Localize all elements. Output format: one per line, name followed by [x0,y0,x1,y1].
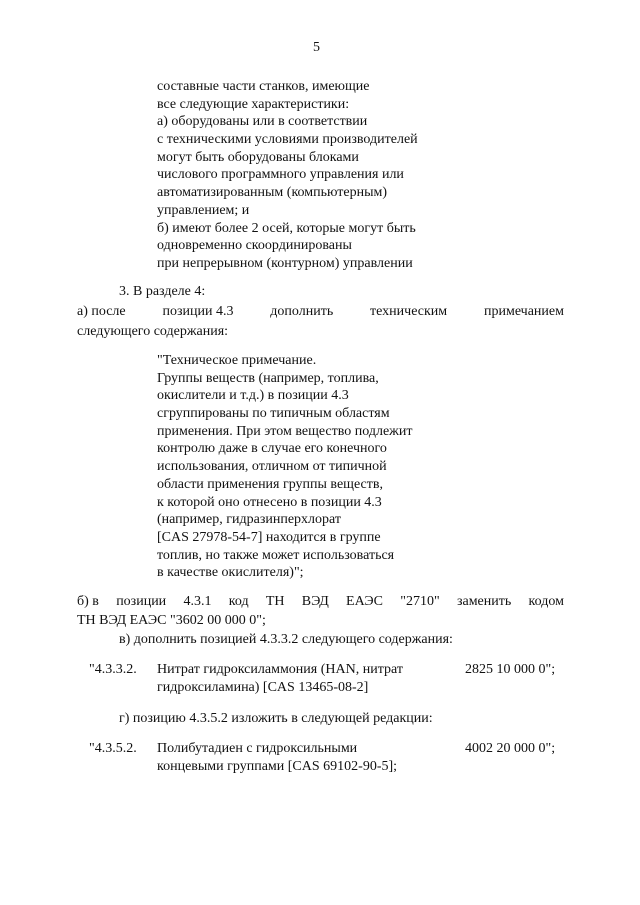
entry-description-line: концевыми группами [CAS 69102-90-5]; [157,758,398,774]
top-block-line: с техническими условиями производителей [157,132,418,148]
top-block-line: при непрерывном (контурном) управлении [157,255,413,271]
entry-description [157,661,403,696]
item-b-line-2: ТН ВЭД ЕАЭС "3602 00 000 0"; [77,613,266,628]
item-a-word: позиции 4.3 [162,304,234,319]
entry-code: "4.3.5.2. [89,741,137,756]
top-block-line: все следующие характеристики: [157,96,350,112]
entry-tn-ved-code: 2825 10 000 0"; [465,662,556,677]
item-a-line-2: следующего содержания: [77,324,229,339]
technical-note-line: "Техническое примечание. [157,353,317,368]
item-b-word: заменить [456,594,512,609]
top-block [157,78,418,273]
item-a-word: примечанием [483,304,564,319]
technical-note-line: в качестве окислителя)"; [157,565,304,581]
top-block-line: составные части станков, имеющие [157,79,370,94]
technical-note-line: (например, гидразинперхлорат [157,512,341,528]
item-v: в) дополнить позицией 4.3.3.2 следующего содержания: [119,632,453,647]
item-b-word: б) в [77,594,99,609]
technical-note-line: топлив, но также может использоваться [157,547,395,563]
technical-note-line: использования, отличном от типичной [157,459,387,475]
technical-note-line: применения. При этом вещество подлежит [157,423,413,439]
entry-description [157,740,397,775]
technical-note-line: контролю даже в случае его конечного [157,441,387,457]
item-b-word: ЕАЭС [346,594,383,609]
entry-description-line: Полибутадиен с гидроксильными [157,741,358,756]
technical-note-line: Группы веществ (например, топлива, [157,370,379,386]
item-b-word: 4.3.1 [183,594,212,609]
technical-note-line: сгруппированы по типичным областям [157,406,390,422]
top-block-line: числового программного управления или [157,167,404,183]
item-b-word: код [228,594,249,609]
top-block-line: автоматизированным (компьютерным) [157,185,388,201]
top-block-line: б) имеют более 2 осей, которые могут быть [157,220,416,236]
item-a-word: дополнить [270,304,334,319]
page-number: 5 [313,40,320,55]
item-a-word: техническим [370,304,448,319]
technical-note-line: [CAS 27978-54-7] находится в группе [157,529,381,545]
technical-note-line: области применения группы веществ, [157,476,383,492]
item-b-word: ВЭД [301,594,329,609]
top-block-line: управлением; и [157,202,250,218]
section-3-heading: 3. В разделе 4: [119,284,206,299]
item-b-word: "2710" [400,594,440,609]
item-a-word: а) после [77,304,126,319]
item-b-word: ТН [265,594,285,609]
top-block-line: могут быть оборудованы блоками [157,149,359,165]
item-a-line-1 [77,303,564,321]
item-b-line-1 [77,593,564,611]
item-g: г) позицию 4.3.5.2 изложить в следующей редакции: [119,711,433,726]
entry-description-line: Нитрат гидроксиламмония (HAN, нитрат [157,662,403,677]
item-b-word: кодом [528,594,564,609]
item-b-word: позиции [116,594,167,609]
technical-note-line: окислители и т.д.) в позиции 4.3 [157,388,349,404]
technical-note-line: к которой оно отнесено в позиции 4.3 [157,494,382,510]
top-block-line: одновременно скоординированы [157,238,352,254]
technical-note [157,352,412,582]
entry-tn-ved-code: 4002 20 000 0"; [465,741,556,756]
entry-code: "4.3.3.2. [89,662,137,677]
entry-description-line: гидроксиламина) [CAS 13465-08-2] [157,679,369,695]
top-block-line: а) оборудованы или в соответствии [157,114,368,130]
